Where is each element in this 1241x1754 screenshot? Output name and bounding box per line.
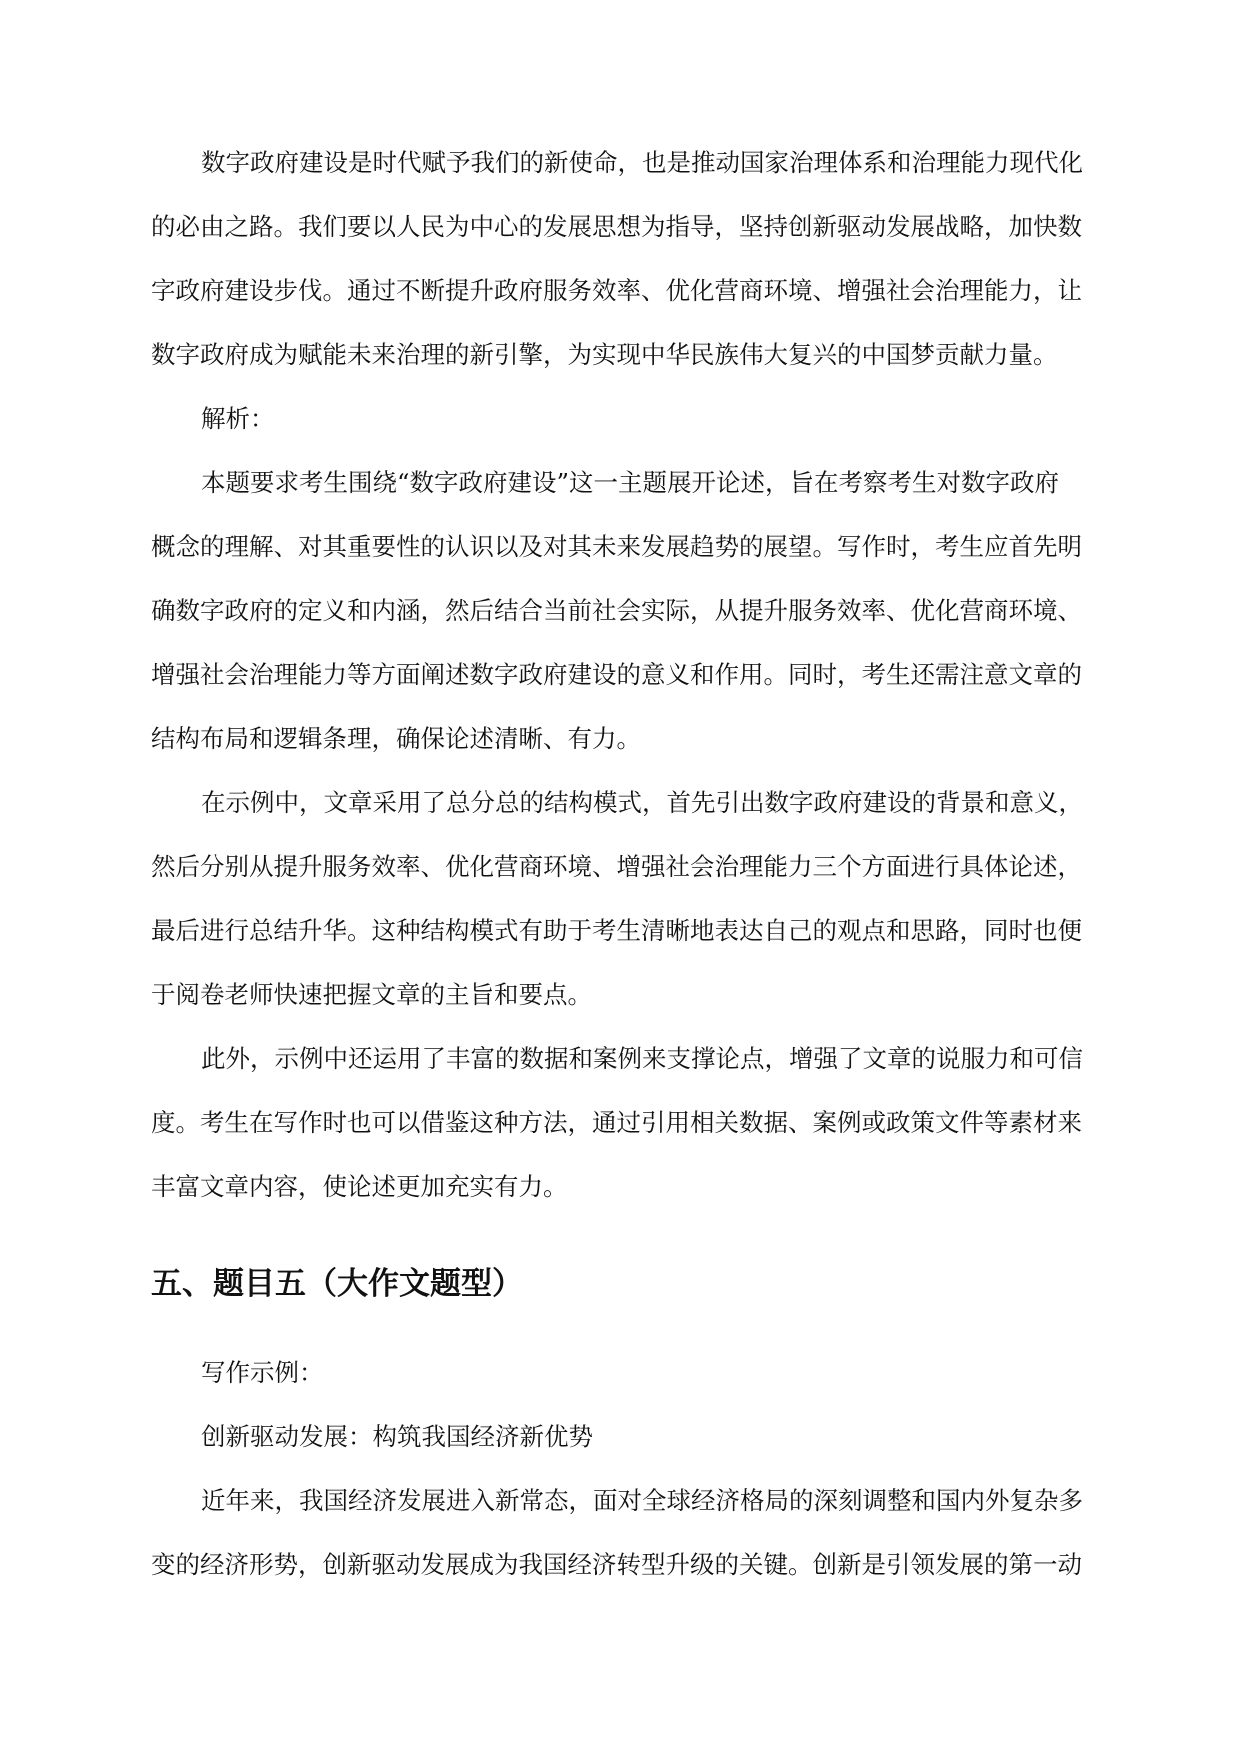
text-line: 最后进行总结升华。这种结构模式有助于考生清晰地表达自己的观点和思路，同时也便 (151, 916, 1082, 945)
text-line: 增强社会治理能力等方面阐述数字政府建设的意义和作用。同时，考生还需注意文章的 (151, 660, 1082, 689)
text-line: 此外，示例中还运用了丰富的数据和案例来支撑论点，增强了文章的说服力和可信 (201, 1044, 1083, 1073)
paragraph-analysis-2 (151, 771, 1101, 1027)
text-line: 解析： (201, 404, 275, 433)
essay-title (151, 1405, 1101, 1469)
text-line: 字政府建设步伐。通过不断提升政府服务效率、优化营商环境、增强社会治理能力，让 (151, 276, 1082, 305)
text-line: 丰富文章内容，使论述更加充实有力。 (151, 1172, 568, 1201)
text-line: 数字政府成为赋能未来治理的新引擎，为实现中华民族伟大复兴的中国梦贡献力量。 (151, 340, 1058, 369)
text-line: 度。考生在写作时也可以借鉴这种方法，通过引用相关数据、案例或政策文件等素材来 (151, 1108, 1082, 1137)
text-line: 变的经济形势，创新驱动发展成为我国经济转型升级的关键。创新是引领发展的第一动 (151, 1550, 1082, 1579)
text-line: 结构布局和逻辑条理，确保论述清晰、有力。 (151, 724, 641, 753)
text-line: 然后分别从提升服务效率、优化营商环境、增强社会治理能力三个方面进行具体论述， (151, 852, 1082, 881)
analysis-label (151, 387, 1101, 451)
text-line: 确数字政府的定义和内涵，然后结合当前社会实际，从提升服务效率、优化营商环境、 (151, 596, 1082, 625)
text-line: 创新驱动发展：构筑我国经济新优势 (201, 1422, 593, 1451)
section-heading: 五、题目五（大作文题型） (151, 1266, 523, 1302)
text-line: 概念的理解、对其重要性的认识以及对其未来发展趋势的展望。写作时，考生应首先明 (151, 532, 1082, 561)
text-line: 本题要求考生围绕“数字政府建设”这一主题展开论述，旨在考察考生对数字政府 (201, 468, 1060, 497)
text-line: 的必由之路。我们要以人民为中心的发展思想为指导，坚持创新驱动发展战略，加快数 (151, 212, 1082, 241)
writing-example-label (151, 1341, 1101, 1405)
text-line: 数字政府建设是时代赋予我们的新使命，也是推动国家治理体系和治理能力现代化 (201, 148, 1083, 177)
text-line: 于阅卷老师快速把握文章的主旨和要点。 (151, 980, 592, 1009)
paragraph-analysis-3 (151, 1027, 1101, 1219)
paragraph-essay-intro (151, 1469, 1101, 1597)
text-line: 近年来，我国经济发展进入新常态，面对全球经济格局的深刻调整和国内外复杂多 (201, 1486, 1083, 1515)
paragraph-conclusion (151, 131, 1101, 387)
paragraph-analysis-1 (151, 451, 1101, 771)
text-line: 写作示例： (201, 1358, 324, 1387)
text-line: 在示例中，文章采用了总分总的结构模式，首先引出数字政府建设的背景和意义， (201, 788, 1083, 817)
